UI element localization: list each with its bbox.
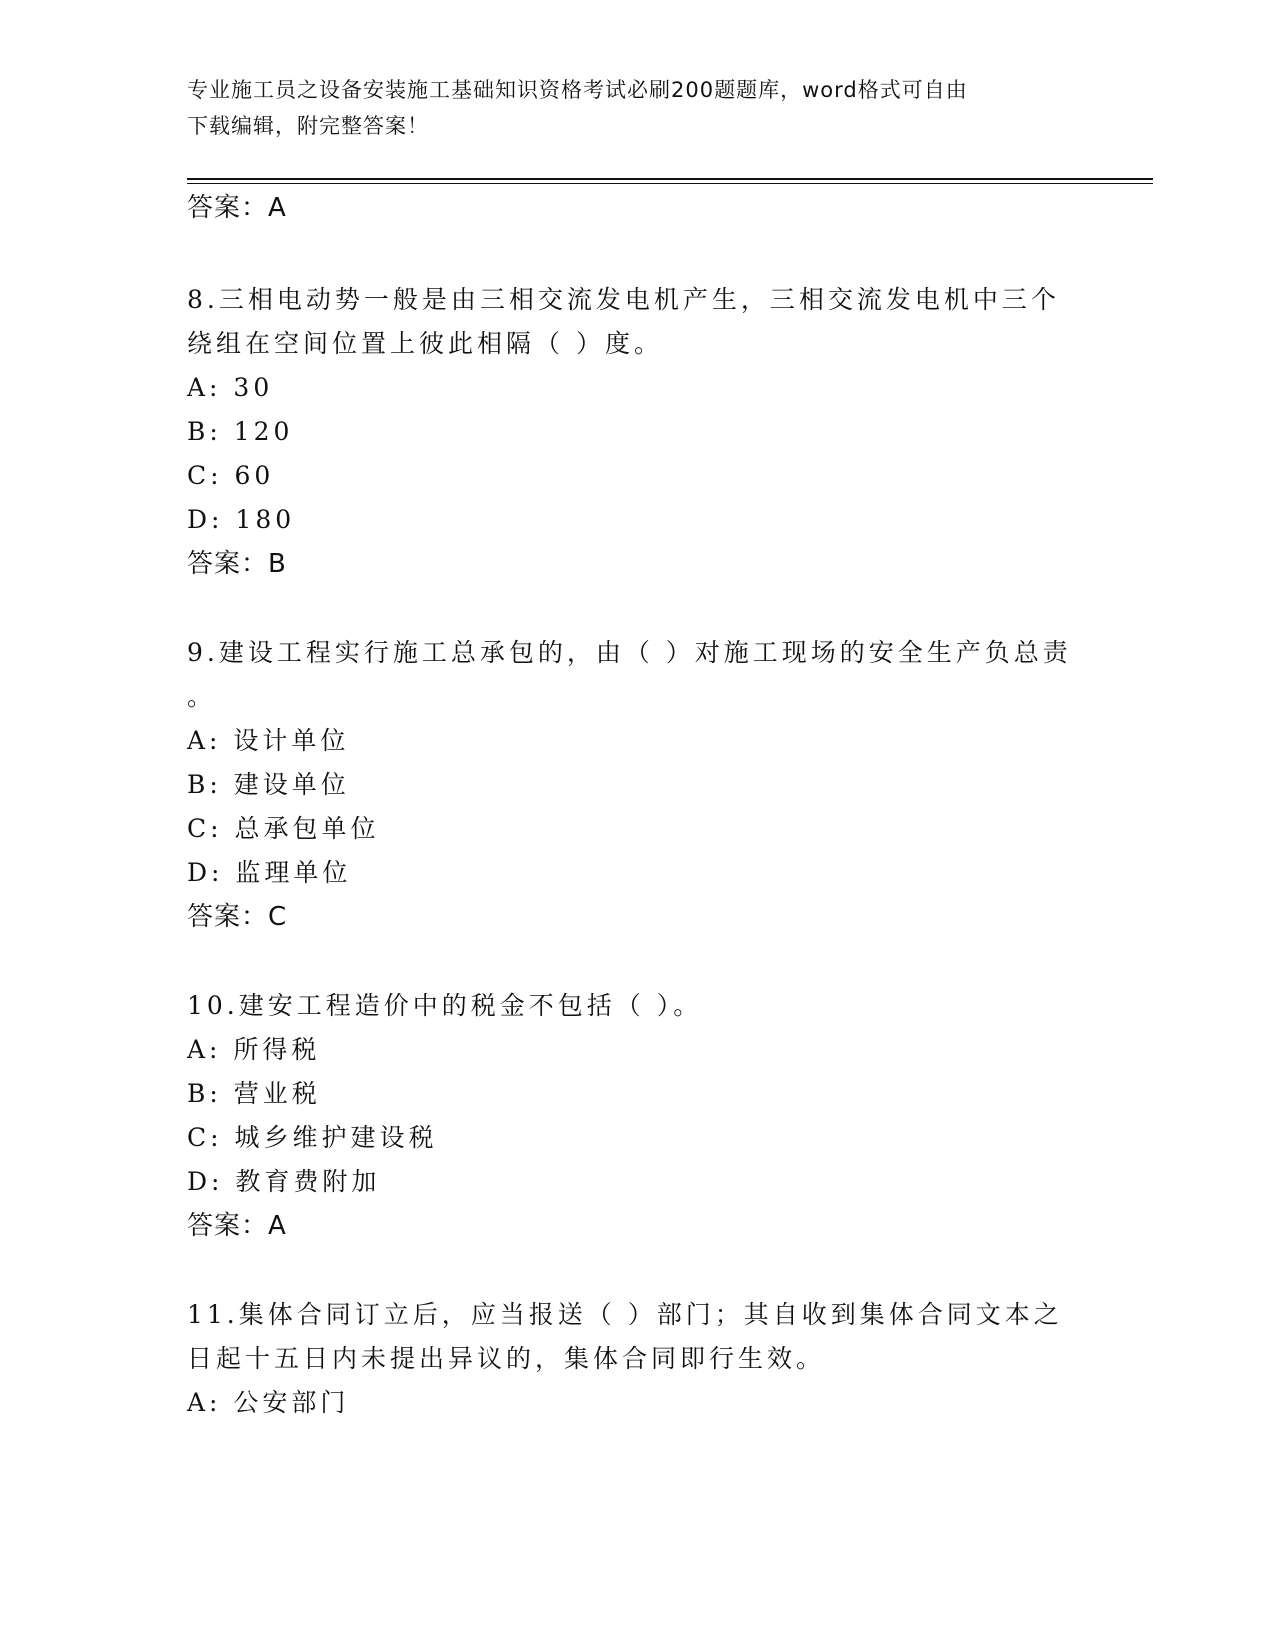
question-10-option-b: B: 营业税	[187, 1079, 321, 1108]
question-8-text-line-1: 8.三相电动势一般是由三相交流发电机产生，三相交流发电机中三个	[187, 285, 1060, 314]
header-title-line-2: 下载编辑，附完整答案！	[187, 114, 429, 138]
question-8-option-c: C: 60	[187, 461, 275, 490]
header-title-line-1: 专业施工员之设备安装施工基础知识资格考试必刷200题题库，word格式可自由	[187, 78, 968, 102]
question-8-option-b: B: 120	[187, 417, 294, 446]
question-10-text-line-1: 10.建安工程造价中的税金不包括（ ）。	[187, 991, 703, 1020]
question-10-option-d: D: 教育费附加	[187, 1167, 381, 1196]
question-11-text-line-2: 日起十五日内未提出异议的，集体合同即行生效。	[187, 1344, 826, 1373]
previous-answer: 答案：A	[187, 193, 287, 223]
question-9-option-a: A: 设计单位	[187, 726, 350, 755]
question-10-answer: 答案：A	[187, 1211, 287, 1241]
header-divider-thick	[187, 178, 1153, 180]
question-8-answer: 答案：B	[187, 549, 287, 579]
question-11-text-line-1: 11.集体合同订立后，应当报送（ ）部门；其自收到集体合同文本之	[187, 1300, 1063, 1329]
question-9-option-d: D: 监理单位	[187, 858, 352, 887]
question-8-option-d: D: 180	[187, 505, 296, 534]
question-8-text-line-2: 绕组在空间位置上彼此相隔（ ）度。	[187, 329, 663, 358]
question-9-option-b: B: 建设单位	[187, 770, 350, 799]
question-9-text-line-2: 。	[187, 682, 217, 711]
question-10-option-a: A: 所得税	[187, 1035, 321, 1064]
question-9-option-c: C: 总承包单位	[187, 814, 380, 843]
question-10-option-c: C: 城乡维护建设税	[187, 1123, 438, 1152]
header-divider-thin	[187, 183, 1153, 184]
page-header	[187, 72, 1067, 144]
question-9-answer: 答案：C	[187, 902, 288, 932]
question-11-option-a: A: 公安部门	[187, 1388, 350, 1417]
question-8-option-a: A: 30	[187, 373, 274, 402]
question-9-text-line-1: 9.建设工程实行施工总承包的，由（ ）对施工现场的安全生产负总责	[187, 638, 1072, 667]
